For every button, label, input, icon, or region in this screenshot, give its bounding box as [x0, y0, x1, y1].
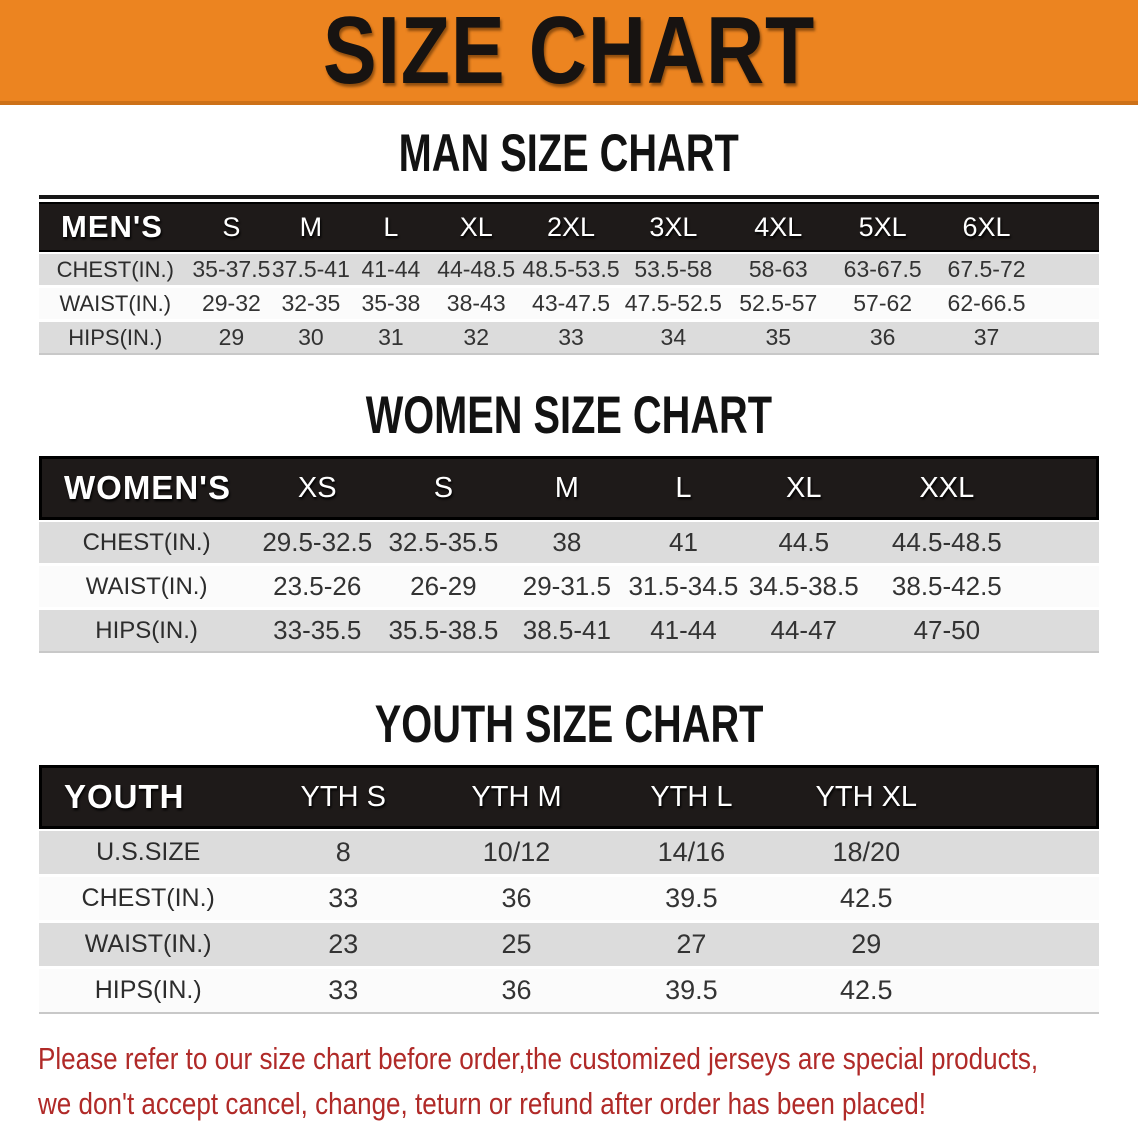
size-cell: 25	[429, 923, 604, 969]
column-header: YTH L	[604, 765, 779, 829]
row-label: CHEST(IN.)	[39, 877, 257, 923]
column-header: 5XL	[831, 202, 935, 252]
size-cell: 39.5	[604, 877, 779, 923]
size-cell: 27	[604, 923, 779, 969]
row-label: U.S.SIZE	[39, 829, 257, 877]
size-cell: 38.5-42.5	[868, 566, 1026, 610]
row-label: HIPS(IN.)	[39, 610, 254, 653]
mens-section-heading	[0, 126, 1138, 182]
size-cell: 32.5-35.5	[380, 520, 506, 566]
filler-cell	[1039, 322, 1100, 355]
size-cell: 63-67.5	[831, 252, 935, 288]
table-row	[39, 288, 1099, 322]
column-header: XL	[431, 202, 521, 252]
table-row	[39, 610, 1099, 653]
size-cell: 48.5-53.5	[521, 252, 621, 288]
size-chart-banner	[0, 0, 1138, 105]
womens-size-table	[39, 456, 1099, 653]
size-cell: 34.5-38.5	[740, 566, 868, 610]
womens-section-heading	[0, 388, 1138, 444]
size-cell: 35.5-38.5	[380, 610, 506, 653]
size-cell: 23.5-26	[254, 566, 380, 610]
size-cell: 44-48.5	[431, 252, 521, 288]
column-header: S	[380, 456, 506, 520]
corner-label: MEN'S	[39, 202, 192, 252]
table-row	[39, 829, 1099, 877]
mens-size-table	[39, 202, 1099, 355]
column-header: YTH S	[257, 765, 429, 829]
table-row	[39, 923, 1099, 969]
size-cell: 47-50	[868, 610, 1026, 653]
size-cell: 35-37.5	[192, 252, 271, 288]
size-cell: 18/20	[779, 829, 954, 877]
size-chart-title: SIZE CHART	[322, 0, 816, 104]
filler-cell	[954, 765, 1099, 829]
column-header: XXL	[868, 456, 1026, 520]
column-header: XS	[254, 456, 380, 520]
size-cell: 32	[431, 322, 521, 355]
size-cell: 8	[257, 829, 429, 877]
column-header: M	[271, 202, 350, 252]
size-cell: 62-66.5	[935, 288, 1039, 322]
column-header: 2XL	[521, 202, 621, 252]
youth-size-table	[39, 765, 1099, 1014]
row-label: CHEST(IN.)	[39, 520, 254, 566]
size-cell: 31	[351, 322, 432, 355]
filler-cell	[1039, 202, 1100, 252]
size-cell: 29	[779, 923, 954, 969]
size-cell: 31.5-34.5	[627, 566, 739, 610]
size-cell: 29	[192, 322, 271, 355]
size-cell: 43-47.5	[521, 288, 621, 322]
corner-label: WOMEN'S	[39, 456, 254, 520]
row-label: CHEST(IN.)	[39, 252, 192, 288]
disclaimer-text	[38, 1036, 1138, 1126]
size-cell: 42.5	[779, 877, 954, 923]
size-cell: 36	[831, 322, 935, 355]
filler-cell	[954, 923, 1099, 969]
mens-section-heading-text: MAN SIZE CHART	[398, 124, 740, 183]
table-row	[39, 520, 1099, 566]
filler-cell	[1039, 252, 1100, 288]
size-cell: 32-35	[271, 288, 350, 322]
youth-section-heading-text: YOUTH SIZE CHART	[374, 695, 764, 754]
size-cell: 33	[257, 877, 429, 923]
column-header: YTH XL	[779, 765, 954, 829]
disclaimer-line-1: Please refer to our size chart before order,the customized jerseys are special products,	[38, 1041, 1039, 1076]
filler-cell	[1026, 520, 1099, 566]
size-cell: 38.5-41	[506, 610, 627, 653]
row-label: WAIST(IN.)	[39, 923, 257, 969]
column-header: YTH M	[429, 765, 604, 829]
disclaimer-line-2: we don't accept cancel, change, teturn or refund after order has been placed!	[38, 1086, 927, 1121]
column-header: 3XL	[621, 202, 726, 252]
size-cell: 44.5	[740, 520, 868, 566]
size-cell: 58-63	[726, 252, 831, 288]
size-cell: 14/16	[604, 829, 779, 877]
size-cell: 44-47	[740, 610, 868, 653]
size-cell: 38	[506, 520, 627, 566]
column-header: 4XL	[726, 202, 831, 252]
row-label: WAIST(IN.)	[39, 288, 192, 322]
size-cell: 39.5	[604, 969, 779, 1014]
size-cell: 38-43	[431, 288, 521, 322]
column-header: 6XL	[935, 202, 1039, 252]
filler-cell	[954, 969, 1099, 1014]
size-cell: 41-44	[627, 610, 739, 653]
size-cell: 33	[257, 969, 429, 1014]
size-cell: 41	[627, 520, 739, 566]
size-cell: 23	[257, 923, 429, 969]
size-cell: 10/12	[429, 829, 604, 877]
womens-section-heading-text: WOMEN SIZE CHART	[365, 386, 773, 445]
size-cell: 29-32	[192, 288, 271, 322]
filler-cell	[1026, 566, 1099, 610]
size-cell: 35-38	[351, 288, 432, 322]
size-cell: 37.5-41	[271, 252, 350, 288]
mens-table-topline	[39, 195, 1099, 199]
size-cell: 29-31.5	[506, 566, 627, 610]
row-label: HIPS(IN.)	[39, 322, 192, 355]
table-row	[39, 252, 1099, 288]
table-row	[39, 322, 1099, 355]
size-cell: 67.5-72	[935, 252, 1039, 288]
size-cell: 35	[726, 322, 831, 355]
table-row	[39, 969, 1099, 1014]
size-cell: 30	[271, 322, 350, 355]
size-cell: 33	[521, 322, 621, 355]
size-cell: 37	[935, 322, 1039, 355]
youth-section-heading	[0, 697, 1138, 753]
column-header: XL	[740, 456, 868, 520]
size-cell: 41-44	[351, 252, 432, 288]
column-header: M	[506, 456, 627, 520]
filler-cell	[954, 829, 1099, 877]
header-row	[39, 202, 1099, 252]
filler-cell	[1039, 288, 1100, 322]
size-cell: 33-35.5	[254, 610, 380, 653]
header-row	[39, 765, 1099, 829]
row-label: WAIST(IN.)	[39, 566, 254, 610]
size-cell: 57-62	[831, 288, 935, 322]
table-row	[39, 877, 1099, 923]
column-header: L	[351, 202, 432, 252]
size-cell: 34	[621, 322, 726, 355]
size-cell: 36	[429, 969, 604, 1014]
table-row	[39, 566, 1099, 610]
header-row	[39, 456, 1099, 520]
size-cell: 52.5-57	[726, 288, 831, 322]
filler-cell	[1026, 456, 1099, 520]
size-cell: 47.5-52.5	[621, 288, 726, 322]
size-cell: 42.5	[779, 969, 954, 1014]
size-cell: 29.5-32.5	[254, 520, 380, 566]
filler-cell	[1026, 610, 1099, 653]
size-cell: 44.5-48.5	[868, 520, 1026, 566]
column-header: S	[192, 202, 271, 252]
corner-label: YOUTH	[39, 765, 257, 829]
size-cell: 36	[429, 877, 604, 923]
size-cell: 53.5-58	[621, 252, 726, 288]
filler-cell	[954, 877, 1099, 923]
row-label: HIPS(IN.)	[39, 969, 257, 1014]
size-cell: 26-29	[380, 566, 506, 610]
column-header: L	[627, 456, 739, 520]
